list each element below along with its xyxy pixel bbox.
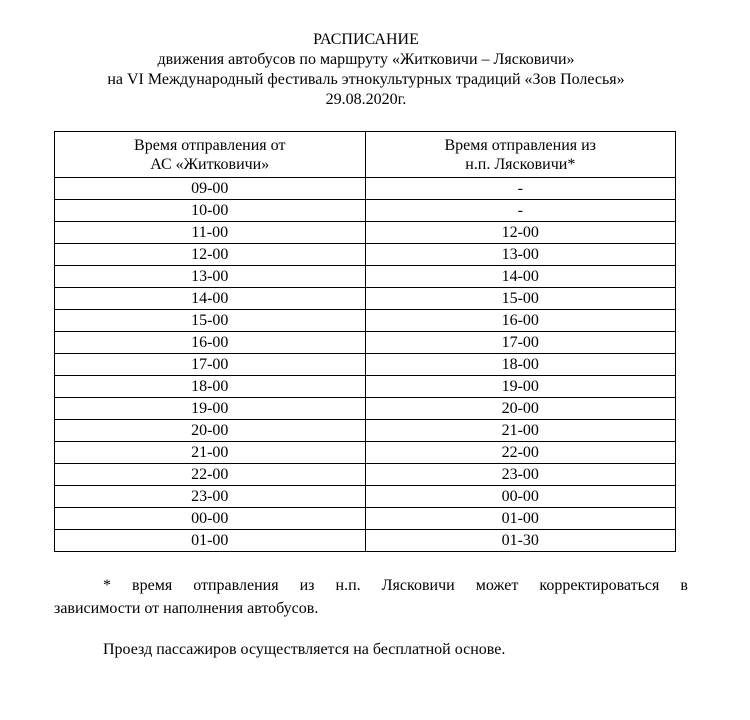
footnote-word: н.п. [335,577,361,594]
departure-lyaskovichi-cell: 01-00 [365,508,676,530]
heading-date: 29.08.2020г. [325,91,407,108]
departure-zhitkovichi-cell: 10-00 [55,200,366,222]
table-row [55,420,676,442]
departure-zhitkovichi-cell: 22-00 [55,464,366,486]
departure-zhitkovichi-cell: 17-00 [55,354,366,376]
departure-lyaskovichi-cell: - [365,200,676,222]
table-row [55,530,676,552]
table-header-row [55,132,676,178]
footnote-word: отправления [193,577,279,594]
heading-route: движения автобусов по маршруту «Житковичи – Лясковичи» [157,51,575,68]
departure-lyaskovichi-cell: 15-00 [365,288,676,310]
table-row [55,222,676,244]
departure-lyaskovichi-cell: 00-00 [365,486,676,508]
table-row [55,266,676,288]
departure-lyaskovichi-cell: 21-00 [365,420,676,442]
departure-zhitkovichi-cell: 20-00 [55,420,366,442]
departure-zhitkovichi-cell: 00-00 [55,508,366,530]
departure-lyaskovichi-cell: 12-00 [365,222,676,244]
departure-lyaskovichi-cell: 19-00 [365,376,676,398]
table-row [55,486,676,508]
table-row [55,200,676,222]
departure-zhitkovichi-cell: 09-00 [55,178,366,200]
col-lyaskovichi-header-line1: Время отправления из [444,136,596,154]
heading-festival: на VI Международный фестиваль этнокультурных традиций «Зов Полесья» [107,71,625,88]
departure-lyaskovichi-cell: 18-00 [365,354,676,376]
departure-zhitkovichi-cell: 12-00 [55,244,366,266]
departure-zhitkovichi-cell: 14-00 [55,288,366,310]
footnote-line1 [54,574,688,597]
departure-zhitkovichi-cell: 01-00 [55,530,366,552]
heading-title: РАСПИСАНИЕ [313,31,419,48]
col-zhitkovichi-header [55,132,366,178]
footnote-word: корректироваться [539,577,660,594]
table-row [55,508,676,530]
departure-zhitkovichi-cell: 11-00 [55,222,366,244]
departure-lyaskovichi-cell: 23-00 [365,464,676,486]
footnote-word: в [680,577,688,594]
table-row [55,178,676,200]
col-zhitkovichi-header-line1: Время отправления от [134,136,286,154]
departure-lyaskovichi-cell: 01-30 [365,530,676,552]
table-row [55,354,676,376]
departure-lyaskovichi-cell: 14-00 [365,266,676,288]
table-row [55,288,676,310]
footnote-line2: зависимости от наполнения автобусов. [54,600,319,617]
footnote-word: время [132,577,173,594]
table-row [55,376,676,398]
col-lyaskovichi-header [365,132,676,178]
departure-zhitkovichi-cell: 16-00 [55,332,366,354]
departure-zhitkovichi-cell: 21-00 [55,442,366,464]
departure-zhitkovichi-cell: 18-00 [55,376,366,398]
departure-lyaskovichi-cell: 20-00 [365,398,676,420]
footnote-word: может [475,577,519,594]
col-zhitkovichi-header-line2: АС «Житковичи» [150,155,270,173]
departure-zhitkovichi-cell: 23-00 [55,486,366,508]
departure-zhitkovichi-cell: 15-00 [55,310,366,332]
col-lyaskovichi-header-line2: н.п. Лясковичи* [465,155,576,173]
table-row [55,244,676,266]
departure-lyaskovichi-cell: 16-00 [365,310,676,332]
table-row [55,398,676,420]
departure-zhitkovichi-cell: 13-00 [55,266,366,288]
footnote-word: из [299,577,315,594]
schedule-body [55,178,676,552]
table-row [55,332,676,354]
departure-lyaskovichi-cell: - [365,178,676,200]
footnote [54,574,688,620]
departure-lyaskovichi-cell: 13-00 [365,244,676,266]
departure-lyaskovichi-cell: 22-00 [365,442,676,464]
table-row [55,464,676,486]
departure-lyaskovichi-cell: 17-00 [365,332,676,354]
free-travel-note: Проезд пассажиров осуществляется на бесплатной основе. [103,641,506,658]
schedule-heading [0,30,732,110]
schedule-table [54,131,676,552]
departure-zhitkovichi-cell: 19-00 [55,398,366,420]
table-row [55,442,676,464]
footnote-word: * [103,577,111,594]
footnote-word: Лясковичи [381,577,455,594]
table-row [55,310,676,332]
